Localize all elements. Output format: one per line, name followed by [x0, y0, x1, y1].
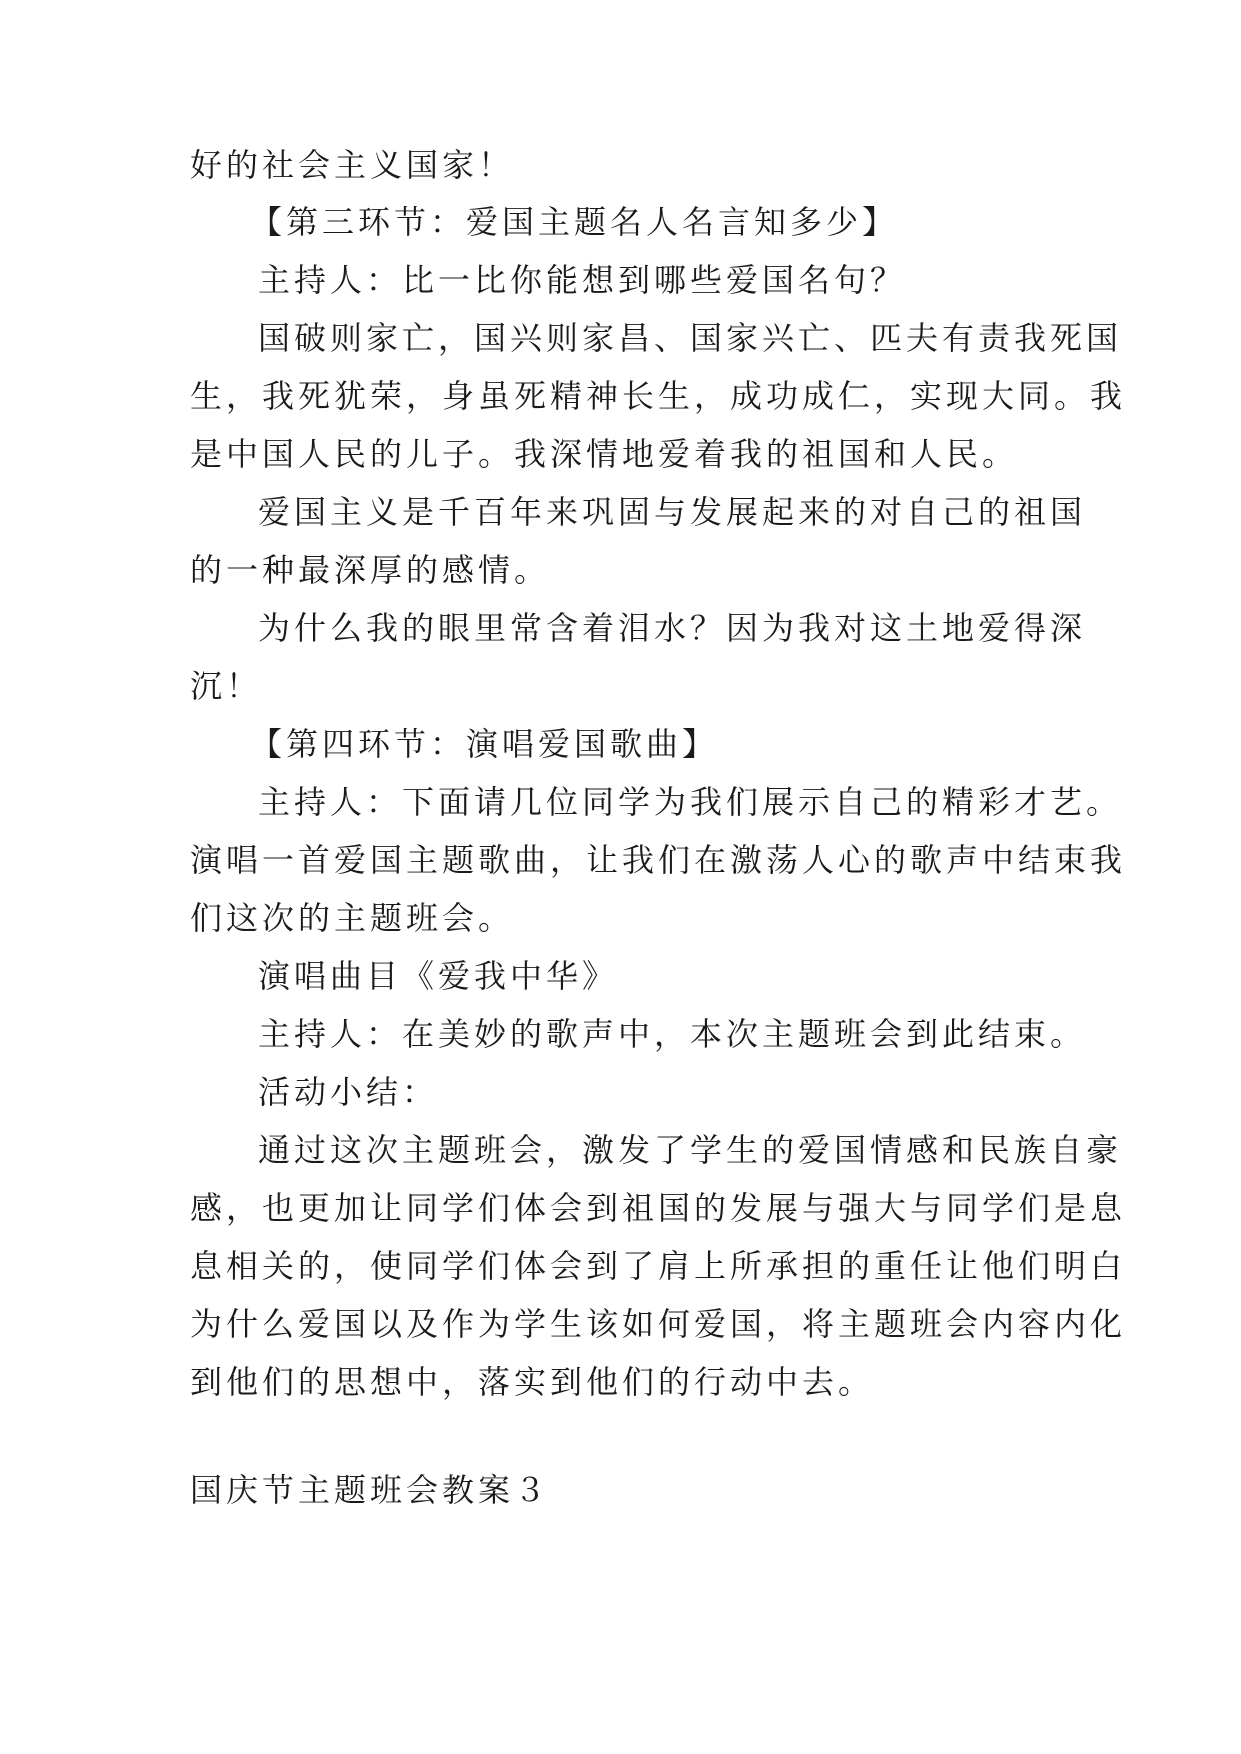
text-line: 演唱曲目《爱我中华》: [258, 957, 619, 995]
text-line: 沉！: [190, 667, 263, 705]
text-line: 生，我死犹荣，身虽死精神长生，成功成仁，实现大同。我: [190, 377, 1127, 415]
text-line: 主持人：比一比你能想到哪些爱国名句？: [258, 261, 907, 299]
text-line: 到他们的思想中，落实到他们的行动中去。: [190, 1363, 875, 1401]
text-line: 爱国主义是千百年来巩固与发展起来的对自己的祖国: [258, 493, 1087, 531]
text-line: 息相关的，使同学们体会到了肩上所承担的重任让他们明白: [190, 1247, 1127, 1285]
section-heading: 【第三环节：爱国主题名人名言知多少】: [250, 203, 899, 241]
text-line: 通过这次主题班会，激发了学生的爱国情感和民族自豪: [258, 1131, 1123, 1169]
text-line: 演唱一首爱国主题歌曲，让我们在激荡人心的歌声中结束我: [190, 841, 1127, 879]
text-line: 为什么我的眼里常含着泪水？因为我对这土地爱得深: [258, 609, 1087, 647]
document-title: 国庆节主题班会教案３: [190, 1471, 551, 1509]
text-line: 主持人：下面请几位同学为我们展示自己的精彩才艺。: [258, 783, 1123, 821]
text-line: 的一种最深厚的感情。: [190, 551, 551, 589]
text-line: 主持人：在美妙的歌声中，本次主题班会到此结束。: [258, 1015, 1087, 1053]
text-line: 们这次的主题班会。: [190, 899, 515, 937]
section-heading: 【第四环节：演唱爱国歌曲】: [250, 725, 719, 763]
text-line: 为什么爱国以及作为学生该如何爱国，将主题班会内容内化: [190, 1305, 1127, 1343]
text-line: 感，也更加让同学们体会到祖国的发展与强大与同学们是息: [190, 1189, 1127, 1227]
text-line: 好的社会主义国家！: [190, 146, 515, 184]
text-line: 活动小结：: [258, 1073, 439, 1111]
text-line: 是中国人民的儿子。我深情地爱着我的祖国和人民。: [190, 435, 1019, 473]
text-line: 国破则家亡，国兴则家昌、国家兴亡、匹夫有责我死国: [258, 319, 1123, 357]
